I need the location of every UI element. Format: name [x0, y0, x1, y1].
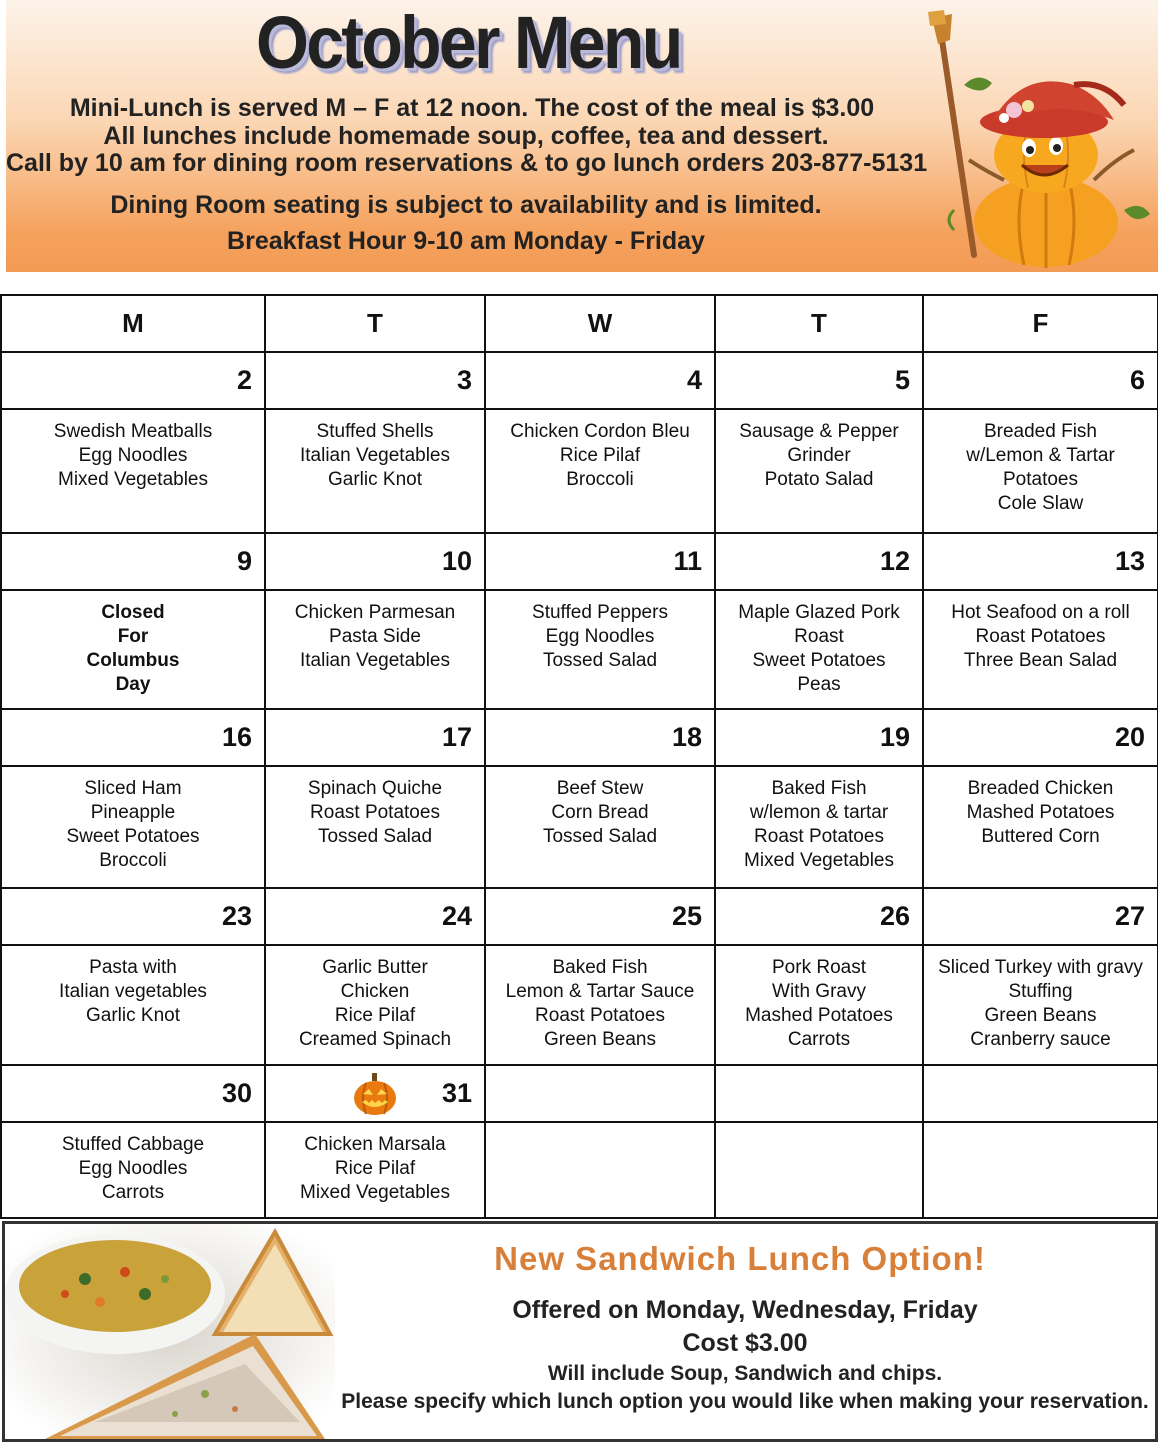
sandwich-includes: Will include Soup, Sandwich and chips.	[547, 1362, 943, 1385]
menu-cell	[485, 409, 715, 533]
menu-cell	[265, 1122, 485, 1218]
menu-item: Buttered Corn	[981, 826, 1100, 847]
date-number: 24	[441, 901, 472, 931]
weekday-header: W	[485, 295, 715, 352]
menu-item: Roast	[794, 626, 844, 647]
date-number: 16	[221, 722, 252, 752]
date-number: 9	[236, 546, 252, 576]
menu-item: Broccoli	[99, 850, 167, 871]
date-row	[1, 533, 1158, 590]
date-cell	[485, 352, 715, 409]
menu-item: Breaded Fish	[983, 421, 1097, 442]
header-line-breakfast: Breakfast Hour 9-10 am Monday - Friday	[227, 227, 705, 255]
date-cell	[265, 352, 485, 409]
date-cell	[1, 533, 265, 590]
date-cell	[923, 352, 1158, 409]
menu-item: Tossed Salad	[317, 826, 433, 847]
menu-row	[1, 1122, 1158, 1218]
pumpkin-witch-broom-icon	[924, 10, 1158, 270]
menu-cell	[1, 945, 265, 1065]
date-row	[1, 1065, 1158, 1122]
menu-item: Italian vegetables	[59, 981, 207, 1002]
sandwich-option-box	[2, 1221, 1158, 1442]
menu-item: Carrots	[787, 1029, 851, 1050]
menu-item: Rice Pilaf	[559, 445, 641, 466]
date-cell	[715, 1065, 923, 1122]
date-number: 27	[1114, 901, 1145, 931]
menu-cell	[485, 590, 715, 709]
menu-item: Pasta Side	[329, 626, 421, 647]
menu-item: For	[117, 626, 149, 647]
menu-cell	[265, 945, 485, 1065]
menu-item: Sweet Potatoes	[752, 650, 886, 671]
date-cell	[485, 888, 715, 945]
menu-item: Tossed Salad	[542, 826, 658, 847]
date-row	[1, 709, 1158, 766]
menu-item: Stuffed Cabbage	[61, 1134, 205, 1155]
menu-item: Swedish Meatballs	[53, 421, 213, 442]
header-line-serving: Mini-Lunch is served M – F at 12 noon. The cost of the meal is $3.00	[69, 94, 875, 122]
date-number: 25	[671, 901, 702, 931]
menu-cell	[923, 945, 1158, 1065]
menu-item: Stuffing	[1008, 981, 1073, 1002]
date-cell	[1, 1065, 265, 1122]
menu-item: Roast Potatoes	[310, 802, 440, 823]
menu-cell	[1, 766, 265, 888]
date-row	[1, 888, 1158, 945]
date-cell	[265, 709, 485, 766]
menu-item: Sausage & Pepper	[739, 421, 899, 442]
date-cell	[923, 1065, 1158, 1122]
date-number: 17	[441, 722, 472, 752]
menu-cell	[715, 1122, 923, 1218]
menu-cell	[715, 590, 923, 709]
date-number: 5	[894, 365, 910, 395]
menu-item: Egg Noodles	[545, 626, 655, 647]
date-cell	[923, 709, 1158, 766]
menu-item: Roast Potatoes	[754, 826, 884, 847]
menu-item: Potato Salad	[764, 469, 874, 490]
menu-item: Mashed Potatoes	[966, 802, 1115, 823]
menu-item: Closed	[101, 602, 165, 623]
date-cell	[715, 352, 923, 409]
date-number: 13	[1114, 546, 1145, 576]
date-number: 12	[879, 546, 910, 576]
date-cell	[265, 533, 485, 590]
date-number: 3	[456, 365, 472, 395]
menu-item: Potatoes	[1003, 469, 1078, 490]
weekday-header: T	[715, 295, 923, 352]
menu-item: Garlic Knot	[328, 469, 422, 490]
date-cell	[265, 888, 485, 945]
menu-cell	[923, 1122, 1158, 1218]
header-line-seating: Dining Room seating is subject to availability and is limited.	[110, 191, 822, 219]
menu-item: w/lemon & tartar	[749, 802, 889, 823]
menu-item: Pork Roast	[772, 957, 866, 978]
header-line-reservations: Call by 10 am for dining room reservations & to go lunch orders 203-877-5131	[6, 149, 928, 177]
menu-item: With Gravy	[772, 981, 866, 1002]
date-cell	[1, 709, 265, 766]
date-cell	[1, 888, 265, 945]
menu-item: Three Bean Salad	[963, 650, 1118, 671]
menu-header	[6, 0, 1158, 272]
menu-item: Maple Glazed Pork	[738, 602, 900, 623]
menu-item: Green Beans	[984, 1005, 1097, 1026]
menu-cell	[1, 1122, 265, 1218]
menu-item: Tossed Salad	[542, 650, 658, 671]
menu-item: Cole Slaw	[997, 493, 1084, 514]
menu-item: Egg Noodles	[78, 1158, 188, 1179]
menu-item: Breaded Chicken	[967, 778, 1114, 799]
menu-cell	[923, 766, 1158, 888]
menu-item: Italian Vegetables	[299, 650, 450, 671]
menu-cell	[485, 766, 715, 888]
date-cell	[265, 1065, 485, 1122]
date-cell	[715, 888, 923, 945]
date-number: 30	[221, 1078, 252, 1108]
menu-cell	[265, 590, 485, 709]
menu-item: Mixed Vegetables	[300, 1182, 450, 1203]
date-number: 26	[879, 901, 910, 931]
menu-item: Creamed Spinach	[298, 1029, 452, 1050]
menu-row	[1, 945, 1158, 1065]
menu-item: Green Beans	[544, 1029, 656, 1050]
menu-item: Garlic Butter	[322, 957, 428, 978]
menu-item: Italian Vegetables	[299, 445, 450, 466]
menu-cell	[265, 409, 485, 533]
weekday-header-row	[1, 295, 1158, 352]
menu-item: Columbus	[86, 650, 180, 671]
menu-cell	[923, 590, 1158, 709]
menu-item: Sliced Ham	[84, 778, 182, 799]
date-number: 6	[1129, 365, 1145, 395]
date-number: 19	[879, 722, 910, 752]
menu-cell	[715, 945, 923, 1065]
weekday-header: T	[265, 295, 485, 352]
menu-cell	[715, 409, 923, 533]
menu-item: Garlic Knot	[86, 1005, 180, 1026]
menu-cell	[265, 766, 485, 888]
menu-item: Mixed Vegetables	[744, 850, 894, 871]
menu-cell	[485, 945, 715, 1065]
menu-item: Lemon & Tartar Sauce	[505, 981, 695, 1002]
soup-and-sandwich-photo-icon	[5, 1224, 335, 1439]
date-cell	[485, 709, 715, 766]
date-cell	[923, 888, 1158, 945]
date-number: 23	[221, 901, 252, 931]
menu-item: Sweet Potatoes	[66, 826, 200, 847]
menu-item: Broccoli	[566, 469, 634, 490]
date-cell	[485, 1065, 715, 1122]
menu-item: Chicken Cordon Bleu	[510, 421, 690, 442]
menu-item: Pineapple	[90, 802, 176, 823]
menu-item: Mixed Vegetables	[58, 469, 208, 490]
menu-item: Peas	[797, 674, 841, 695]
menu-item: Chicken Marsala	[304, 1134, 446, 1155]
menu-item: Chicken Parmesan	[294, 602, 456, 623]
menu-item: Carrots	[101, 1182, 165, 1203]
jack-o-lantern-icon	[352, 1072, 398, 1116]
menu-cell	[1, 409, 265, 533]
menu-row	[1, 766, 1158, 888]
menu-item: Beef Stew	[556, 778, 644, 799]
page-title: October Menu	[256, 1, 681, 84]
menu-row	[1, 409, 1158, 533]
date-row	[1, 352, 1158, 409]
menu-item: Baked Fish	[552, 957, 648, 978]
menu-item: Day	[115, 674, 151, 695]
header-line-includes: All lunches include homemade soup, coffee, tea and dessert.	[103, 122, 829, 150]
date-number: 4	[686, 365, 702, 395]
menu-item: Pasta with	[89, 957, 177, 978]
date-cell	[923, 533, 1158, 590]
menu-item: Egg Noodles	[78, 445, 188, 466]
date-cell	[715, 533, 923, 590]
menu-item: Baked Fish	[771, 778, 867, 799]
menu-item: Chicken	[340, 981, 410, 1002]
date-number: 18	[671, 722, 702, 752]
menu-cell	[485, 1122, 715, 1218]
menu-item: Grinder	[787, 445, 851, 466]
date-number: 2	[236, 365, 252, 395]
menu-row	[1, 590, 1158, 709]
menu-item: Spinach Quiche	[307, 778, 443, 799]
menu-item: Rice Pilaf	[334, 1005, 416, 1026]
date-number: 11	[673, 546, 702, 576]
menu-item: Roast Potatoes	[535, 1005, 665, 1026]
date-number: 20	[1114, 722, 1145, 752]
menu-item: Cranberry sauce	[970, 1029, 1111, 1050]
menu-item: w/Lemon & Tartar	[966, 445, 1115, 466]
weekday-header: M	[1, 295, 265, 352]
date-number: 31	[441, 1078, 472, 1108]
weekday-header: F	[923, 295, 1158, 352]
date-cell	[485, 533, 715, 590]
sandwich-instructions: Please specify which lunch option you would like when making your reservation.	[341, 1390, 1149, 1413]
menu-item: Stuffed Peppers	[532, 602, 668, 623]
sandwich-cost: Cost $3.00	[682, 1329, 808, 1357]
menu-cell	[715, 766, 923, 888]
menu-item: Corn Bread	[551, 802, 649, 823]
menu-item: Hot Seafood on a roll	[951, 602, 1130, 623]
menu-cell	[1, 590, 265, 709]
sandwich-days: Offered on Monday, Wednesday, Friday	[512, 1296, 978, 1324]
menu-item: Stuffed Shells	[316, 421, 434, 442]
menu-cell	[923, 409, 1158, 533]
menu-item: Mashed Potatoes	[745, 1005, 893, 1026]
date-cell	[715, 709, 923, 766]
menu-item: Rice Pilaf	[334, 1158, 416, 1179]
date-cell	[1, 352, 265, 409]
lunch-calendar	[0, 294, 1158, 1219]
date-number: 10	[441, 546, 472, 576]
sandwich-title: New Sandwich Lunch Option!	[494, 1240, 986, 1277]
menu-item: Roast Potatoes	[975, 626, 1106, 647]
menu-item: Sliced Turkey with gravy	[938, 957, 1143, 978]
